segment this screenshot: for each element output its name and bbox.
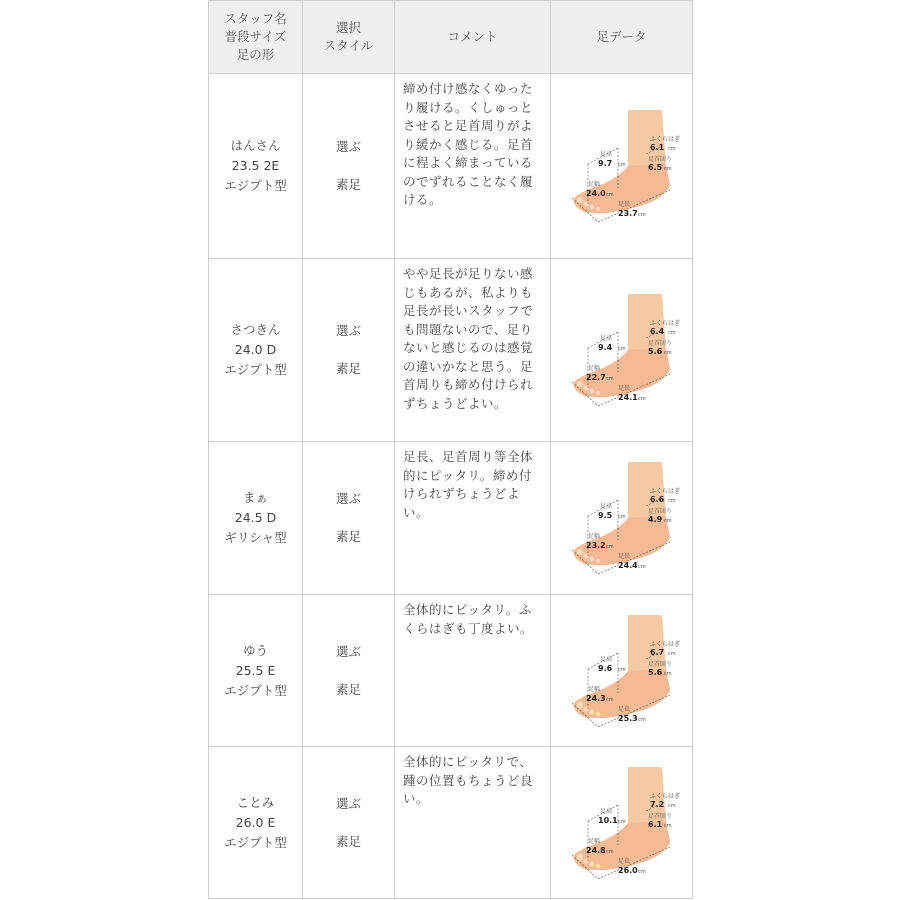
staff-foot-shape: エジプト型 xyxy=(224,682,287,698)
girth-unit: cm xyxy=(605,544,614,550)
girth-value: 24.8 xyxy=(585,845,606,855)
table-row xyxy=(209,74,693,259)
style-material: 素足 xyxy=(335,529,361,544)
table-header-row xyxy=(209,1,693,74)
ankle-value: 5.6 xyxy=(647,667,662,677)
header-style: 選択 スタイル xyxy=(303,1,395,74)
comment-cell: やや足長が足りない感じもあるが、私よりも足長が長いスタッフでも問題ないので、足りないと感じるのは感覚の違いかなと思う。足首周りも締め付けられずちょうどよい。 xyxy=(395,259,551,442)
ankle-unit: cm xyxy=(663,822,672,829)
ankle-value: 4.9 xyxy=(647,515,662,524)
ankle-unit: cm xyxy=(663,518,672,524)
table-row xyxy=(209,747,693,899)
comment-cell: 全体的にピッタリ。ふくらはぎも丁度よい。 xyxy=(395,595,551,747)
girth-value: 22.7 xyxy=(585,373,606,382)
comment-cell: 締め付け感なくゆったり履ける。くしゅっとさせると足首周りがより緩かく感じる。足首に程よく締まっているのでずれることなく履ける。 xyxy=(395,74,551,259)
style-cell xyxy=(303,259,395,442)
calf-unit: cm xyxy=(667,330,676,336)
staff-size: 24.5 D xyxy=(234,510,277,525)
calf-value: 6.1 xyxy=(649,143,664,152)
instep-value: 9.6 xyxy=(597,663,612,673)
girth-label: 足幅 xyxy=(587,837,600,845)
length-label: 足長 xyxy=(617,857,630,865)
staff-cell xyxy=(209,442,303,595)
girth-label: 足幅 xyxy=(587,365,600,372)
calf-label: ふくらはぎ xyxy=(649,640,680,648)
instep-unit: cm xyxy=(617,346,626,352)
style-choose: 選ぶ xyxy=(335,643,361,659)
girth-value: 24.3 xyxy=(585,693,606,703)
calf-unit: cm xyxy=(667,498,676,504)
instep-unit: cm xyxy=(617,514,626,520)
staff-table xyxy=(208,0,693,899)
ankle-value: 6.1 xyxy=(647,819,662,829)
style-cell xyxy=(303,442,395,595)
style-material: 素足 xyxy=(335,681,361,697)
table-row xyxy=(209,595,693,747)
ankle-unit: cm xyxy=(663,350,672,356)
length-label: 足長 xyxy=(617,553,630,560)
length-unit: cm xyxy=(637,212,646,218)
header-staff: スタッフ名 普段サイズ 足の形 xyxy=(209,1,303,74)
girth-value: 23.2 xyxy=(585,541,606,550)
ankle-value: 6.5 xyxy=(647,163,662,172)
style-choose: 選ぶ xyxy=(335,323,361,338)
ankle-label: 足首回り xyxy=(647,508,672,515)
foot-data-cell xyxy=(551,442,693,595)
table-row xyxy=(209,259,693,442)
ankle-unit: cm xyxy=(663,166,672,172)
staff-cell xyxy=(209,259,303,442)
foot-diagram xyxy=(558,763,686,883)
staff-name: ことみ xyxy=(236,794,275,810)
instep-value: 9.7 xyxy=(597,159,612,168)
calf-value: 6.4 xyxy=(649,327,664,336)
instep-value: 10.1 xyxy=(597,815,618,825)
length-value: 25.3 xyxy=(617,713,638,723)
staff-size: 25.5 E xyxy=(235,662,276,678)
calf-label: ふくらはぎ xyxy=(649,792,680,800)
foot-diagram xyxy=(558,106,686,226)
staff-size: 24.0 D xyxy=(234,342,277,357)
instep-label: 足高 xyxy=(599,151,612,158)
style-material: 素足 xyxy=(335,177,361,192)
instep-label: 足高 xyxy=(599,503,612,510)
staff-name: さつきん xyxy=(230,322,281,337)
instep-unit: cm xyxy=(617,818,626,825)
foot-data-cell xyxy=(551,747,693,899)
length-value: 24.4 xyxy=(617,561,638,570)
girth-unit: cm xyxy=(605,848,614,855)
length-unit: cm xyxy=(637,868,646,875)
instep-label: 足高 xyxy=(599,655,612,663)
ankle-value: 5.6 xyxy=(647,347,662,356)
length-value: 24.1 xyxy=(617,393,638,402)
foot-data-cell xyxy=(551,74,693,259)
style-cell xyxy=(303,74,395,259)
calf-unit: cm xyxy=(667,146,676,152)
calf-label: ふくらはぎ xyxy=(649,488,680,495)
foot-data-cell xyxy=(551,259,693,442)
header-footdata: 足データ xyxy=(551,1,693,74)
staff-foot-shape: エジプト型 xyxy=(224,834,287,850)
staff-name: ゆう xyxy=(242,642,268,658)
ankle-unit: cm xyxy=(663,670,672,677)
length-unit: cm xyxy=(637,716,646,723)
length-label: 足長 xyxy=(617,705,630,713)
staff-cell xyxy=(209,74,303,259)
calf-value: 7.2 xyxy=(649,799,664,809)
ankle-label: 足首回り xyxy=(647,812,672,820)
instep-unit: cm xyxy=(617,666,626,673)
length-value: 23.7 xyxy=(617,209,638,218)
foot-diagram xyxy=(558,611,686,731)
staff-name: まぁ xyxy=(242,490,268,505)
instep-value: 9.4 xyxy=(597,343,612,352)
instep-unit: cm xyxy=(617,162,626,168)
calf-value: 6.7 xyxy=(649,647,664,657)
girth-label: 足幅 xyxy=(587,533,600,540)
girth-unit: cm xyxy=(605,696,614,703)
instep-label: 足高 xyxy=(599,335,612,342)
girth-label: 足幅 xyxy=(587,181,600,188)
foot-diagram xyxy=(558,290,686,410)
foot-data-cell xyxy=(551,595,693,747)
style-choose: 選ぶ xyxy=(335,491,361,506)
girth-value: 24.0 xyxy=(585,189,606,198)
instep-label: 足高 xyxy=(599,807,612,815)
girth-unit: cm xyxy=(605,192,614,198)
staff-cell xyxy=(209,595,303,747)
foot-diagram xyxy=(558,458,686,578)
style-cell xyxy=(303,747,395,899)
calf-unit: cm xyxy=(667,650,676,657)
calf-label: ふくらはぎ xyxy=(649,136,680,143)
calf-label: ふくらはぎ xyxy=(649,320,680,327)
style-choose: 選ぶ xyxy=(335,795,361,811)
staff-foot-shape: ギリシャ型 xyxy=(224,530,287,545)
length-value: 26.0 xyxy=(617,865,638,875)
length-unit: cm xyxy=(637,564,646,570)
staff-name: はんさん xyxy=(230,138,281,153)
staff-size: 26.0 E xyxy=(235,814,276,830)
style-choose: 選ぶ xyxy=(335,139,361,154)
calf-value: 6.6 xyxy=(649,495,664,504)
girth-unit: cm xyxy=(605,376,614,382)
style-material: 素足 xyxy=(335,833,361,849)
style-cell xyxy=(303,595,395,747)
staff-size: 23.5 2E xyxy=(231,158,280,173)
length-label: 足長 xyxy=(617,201,630,208)
staff-foot-shape: エジプト型 xyxy=(224,362,287,377)
staff-cell xyxy=(209,747,303,899)
comment-cell: 足長、足首周り等全体的にピッタリ。締め付けられずちょうどよい。 xyxy=(395,442,551,595)
length-label: 足長 xyxy=(617,385,630,392)
header-comment: コメント xyxy=(395,1,551,74)
table-row xyxy=(209,442,693,595)
ankle-label: 足首回り xyxy=(647,156,672,163)
length-unit: cm xyxy=(637,396,646,402)
instep-value: 9.5 xyxy=(597,511,612,520)
girth-label: 足幅 xyxy=(587,685,600,693)
comment-cell: 全体的にピッタリで、踵の位置もちょうど良い。 xyxy=(395,747,551,899)
ankle-label: 足首回り xyxy=(647,340,672,347)
calf-unit: cm xyxy=(667,802,676,809)
ankle-label: 足首回り xyxy=(647,660,672,668)
staff-foot-shape: エジプト型 xyxy=(224,178,287,193)
style-material: 素足 xyxy=(335,361,361,376)
